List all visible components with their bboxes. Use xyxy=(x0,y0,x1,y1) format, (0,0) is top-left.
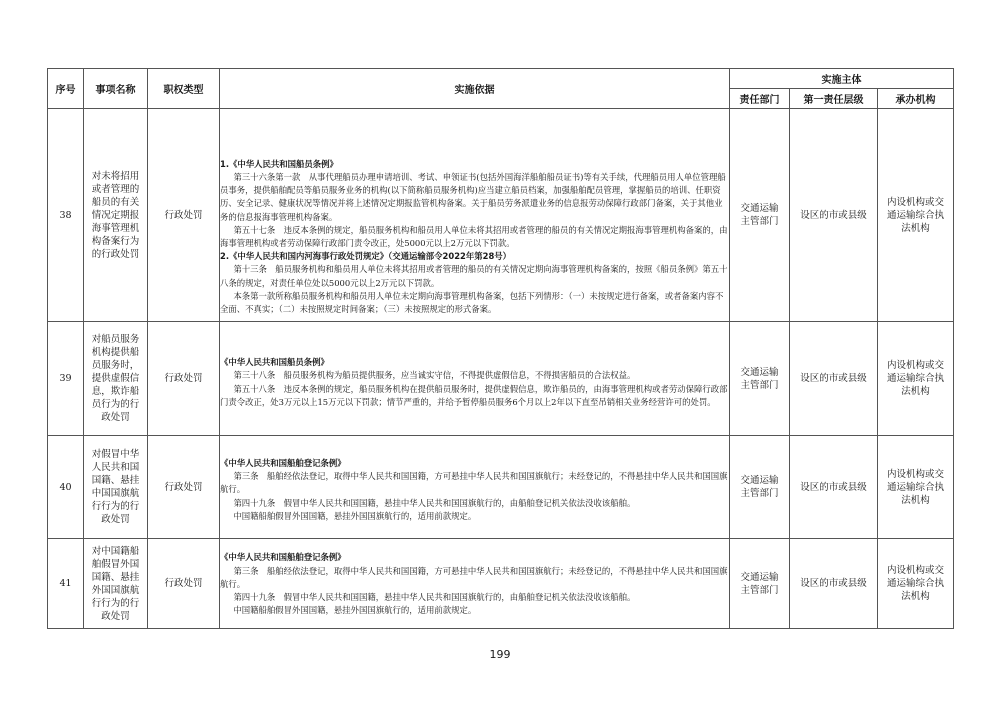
row-level: 设区的市或县级 xyxy=(790,539,878,629)
basis-title: 1.《中华人民共和国船员条例》 xyxy=(220,158,338,169)
header-item: 事项名称 xyxy=(84,69,148,109)
row-power-type: 行政处罚 xyxy=(148,539,220,629)
row-basis xyxy=(220,109,730,322)
header-no: 序号 xyxy=(48,69,84,109)
row-agency: 内设机构或交通运输综合执法机构 xyxy=(878,539,954,629)
row-item: 对船员服务机构提供船员服务时，提供虚假信息，欺诈船员行为的行政处罚 xyxy=(84,322,148,436)
table-row xyxy=(48,322,954,436)
table-row xyxy=(48,109,954,322)
header-basis: 实施依据 xyxy=(220,69,730,109)
row-agency: 内设机构或交通运输综合执法机构 xyxy=(878,322,954,436)
enforcement-table xyxy=(47,68,954,629)
row-dept: 交通运输主管部门 xyxy=(730,539,790,629)
header-dept: 责任部门 xyxy=(730,89,790,109)
page-number: 199 xyxy=(489,648,511,661)
basis-paragraph: 第五十七条 违反本条例的规定，船员服务机构和船员用人单位未将其招用或者管理的船员的有关情况定期报海事管理机构备案的，由海事管理机构或者劳动保障行政部门责令改正，处5000元以上2万元以下罚款。 xyxy=(220,224,728,248)
row-no: 39 xyxy=(48,322,84,436)
row-power-type: 行政处罚 xyxy=(148,436,220,539)
basis-paragraph: 中国籍船舶假冒外国国籍，悬挂外国国旗航行的，适用前款规定。 xyxy=(233,605,477,616)
row-basis xyxy=(220,539,730,629)
row-power-type: 行政处罚 xyxy=(148,322,220,436)
basis-title: 2.《中华人民共和国内河海事行政处罚规定》（交通运输部令2022年第28号） xyxy=(220,251,512,262)
header-agency: 承办机构 xyxy=(878,89,954,109)
row-no: 41 xyxy=(48,539,84,629)
basis-paragraph: 本条第一款所称船员服务机构和船员用人单位未定期向海事管理机构备案，包括下列情形：（一）未按规定进行备案，或者备案内容不全面、不真实；（二）未按照规定时间备案；（三）未按照规定的形式备案。 xyxy=(220,290,724,315)
basis-paragraph: 第三十八条 船员服务机构为船员提供服务，应当诚实守信，不得提供虚假信息，不得损害船员的合法权益。 xyxy=(233,370,636,381)
row-item: 对未将招用或者管理的船员的有关情况定期报海事管理机构备案行为的行政处罚 xyxy=(84,109,148,322)
header-level: 第一责任层级 xyxy=(790,89,878,109)
basis-paragraph: 第十三条 船员服务机构和船员用人单位未将其招用或者管理的船员的有关情况定期向海事管理机构备案的，按照《船员条例》第五十八条的规定，对责任单位处以5000元以上2万元以下罚款。 xyxy=(220,264,728,288)
basis-paragraph: 第三条 船舶经依法登记，取得中华人民共和国国籍，方可悬挂中华人民共和国国旗航行；未经登记的，不得悬挂中华人民共和国国旗航行。 xyxy=(220,565,728,589)
row-level: 设区的市或县级 xyxy=(790,322,878,436)
row-dept: 交通运输主管部门 xyxy=(730,109,790,322)
basis-paragraph: 第三十六条第一款 从事代理船员办理申请培训、考试、申领证书(包括外国海洋船舶船员证书)等有关手续，代理船员用人单位管理船员事务，提供船舶配员等船员服务业务的机构(以下简称船员服务机构)应当建立船员档案，加强船舶配员管理，掌握船员的培训、任职资历、安全记录、健康状况等情况并将上述情况定期报监管机构备案。关于船员劳务派遣业务的信息报劳动保障行政部门备案，关于其他业务的信息报海事管理机构备案。 xyxy=(220,171,726,222)
row-level: 设区的市或县级 xyxy=(790,109,878,322)
row-dept: 交通运输主管部门 xyxy=(730,436,790,539)
row-agency: 内设机构或交通运输综合执法机构 xyxy=(878,436,954,539)
header-subject: 实施主体 xyxy=(730,69,954,89)
basis-title: 《中华人民共和国船员条例》 xyxy=(220,357,329,368)
row-no: 40 xyxy=(48,436,84,539)
basis-paragraph: 第四十九条 假冒中华人民共和国国籍，悬挂中华人民共和国国旗航行的，由船舶登记机关依法没收该船舶。 xyxy=(233,497,636,508)
row-dept: 交通运输主管部门 xyxy=(730,322,790,436)
row-basis xyxy=(220,436,730,539)
table-row xyxy=(48,436,954,539)
row-level: 设区的市或县级 xyxy=(790,436,878,539)
basis-title: 《中华人民共和国船舶登记条例》 xyxy=(220,552,346,563)
row-no: 38 xyxy=(48,109,84,322)
header-power-type: 职权类型 xyxy=(148,69,220,109)
basis-paragraph: 第四十九条 假冒中华人民共和国国籍，悬挂中华人民共和国国旗航行的，由船舶登记机关依法没收该船舶。 xyxy=(233,592,636,603)
row-item: 对中国籍船舶假冒外国国籍、悬挂外国国旗航行行为的行政处罚 xyxy=(84,539,148,629)
table-row xyxy=(48,539,954,629)
basis-paragraph: 中国籍船舶假冒外国国籍，悬挂外国国旗航行的，适用前款规定。 xyxy=(233,510,477,521)
basis-paragraph: 第三条 船舶经依法登记，取得中华人民共和国国籍，方可悬挂中华人民共和国国旗航行；未经登记的，不得悬挂中华人民共和国国旗航行。 xyxy=(220,471,728,495)
row-item: 对假冒中华人民共和国国籍、悬挂中国国旗航行行为的行政处罚 xyxy=(84,436,148,539)
basis-paragraph: 第五十八条 违反本条例的规定，船员服务机构在提供船员服务时，提供虚假信息，欺诈船员的，由海事管理机构或者劳动保障行政部门责令改正，处3万元以上15万元以下罚款；情节严重的，并给予暂停船员服务6个月以上2年以下直至吊销相关业务经营许可的处罚。 xyxy=(220,383,728,407)
row-basis xyxy=(220,322,730,436)
row-power-type: 行政处罚 xyxy=(148,109,220,322)
row-agency: 内设机构或交通运输综合执法机构 xyxy=(878,109,954,322)
basis-title: 《中华人民共和国船舶登记条例》 xyxy=(220,457,346,468)
